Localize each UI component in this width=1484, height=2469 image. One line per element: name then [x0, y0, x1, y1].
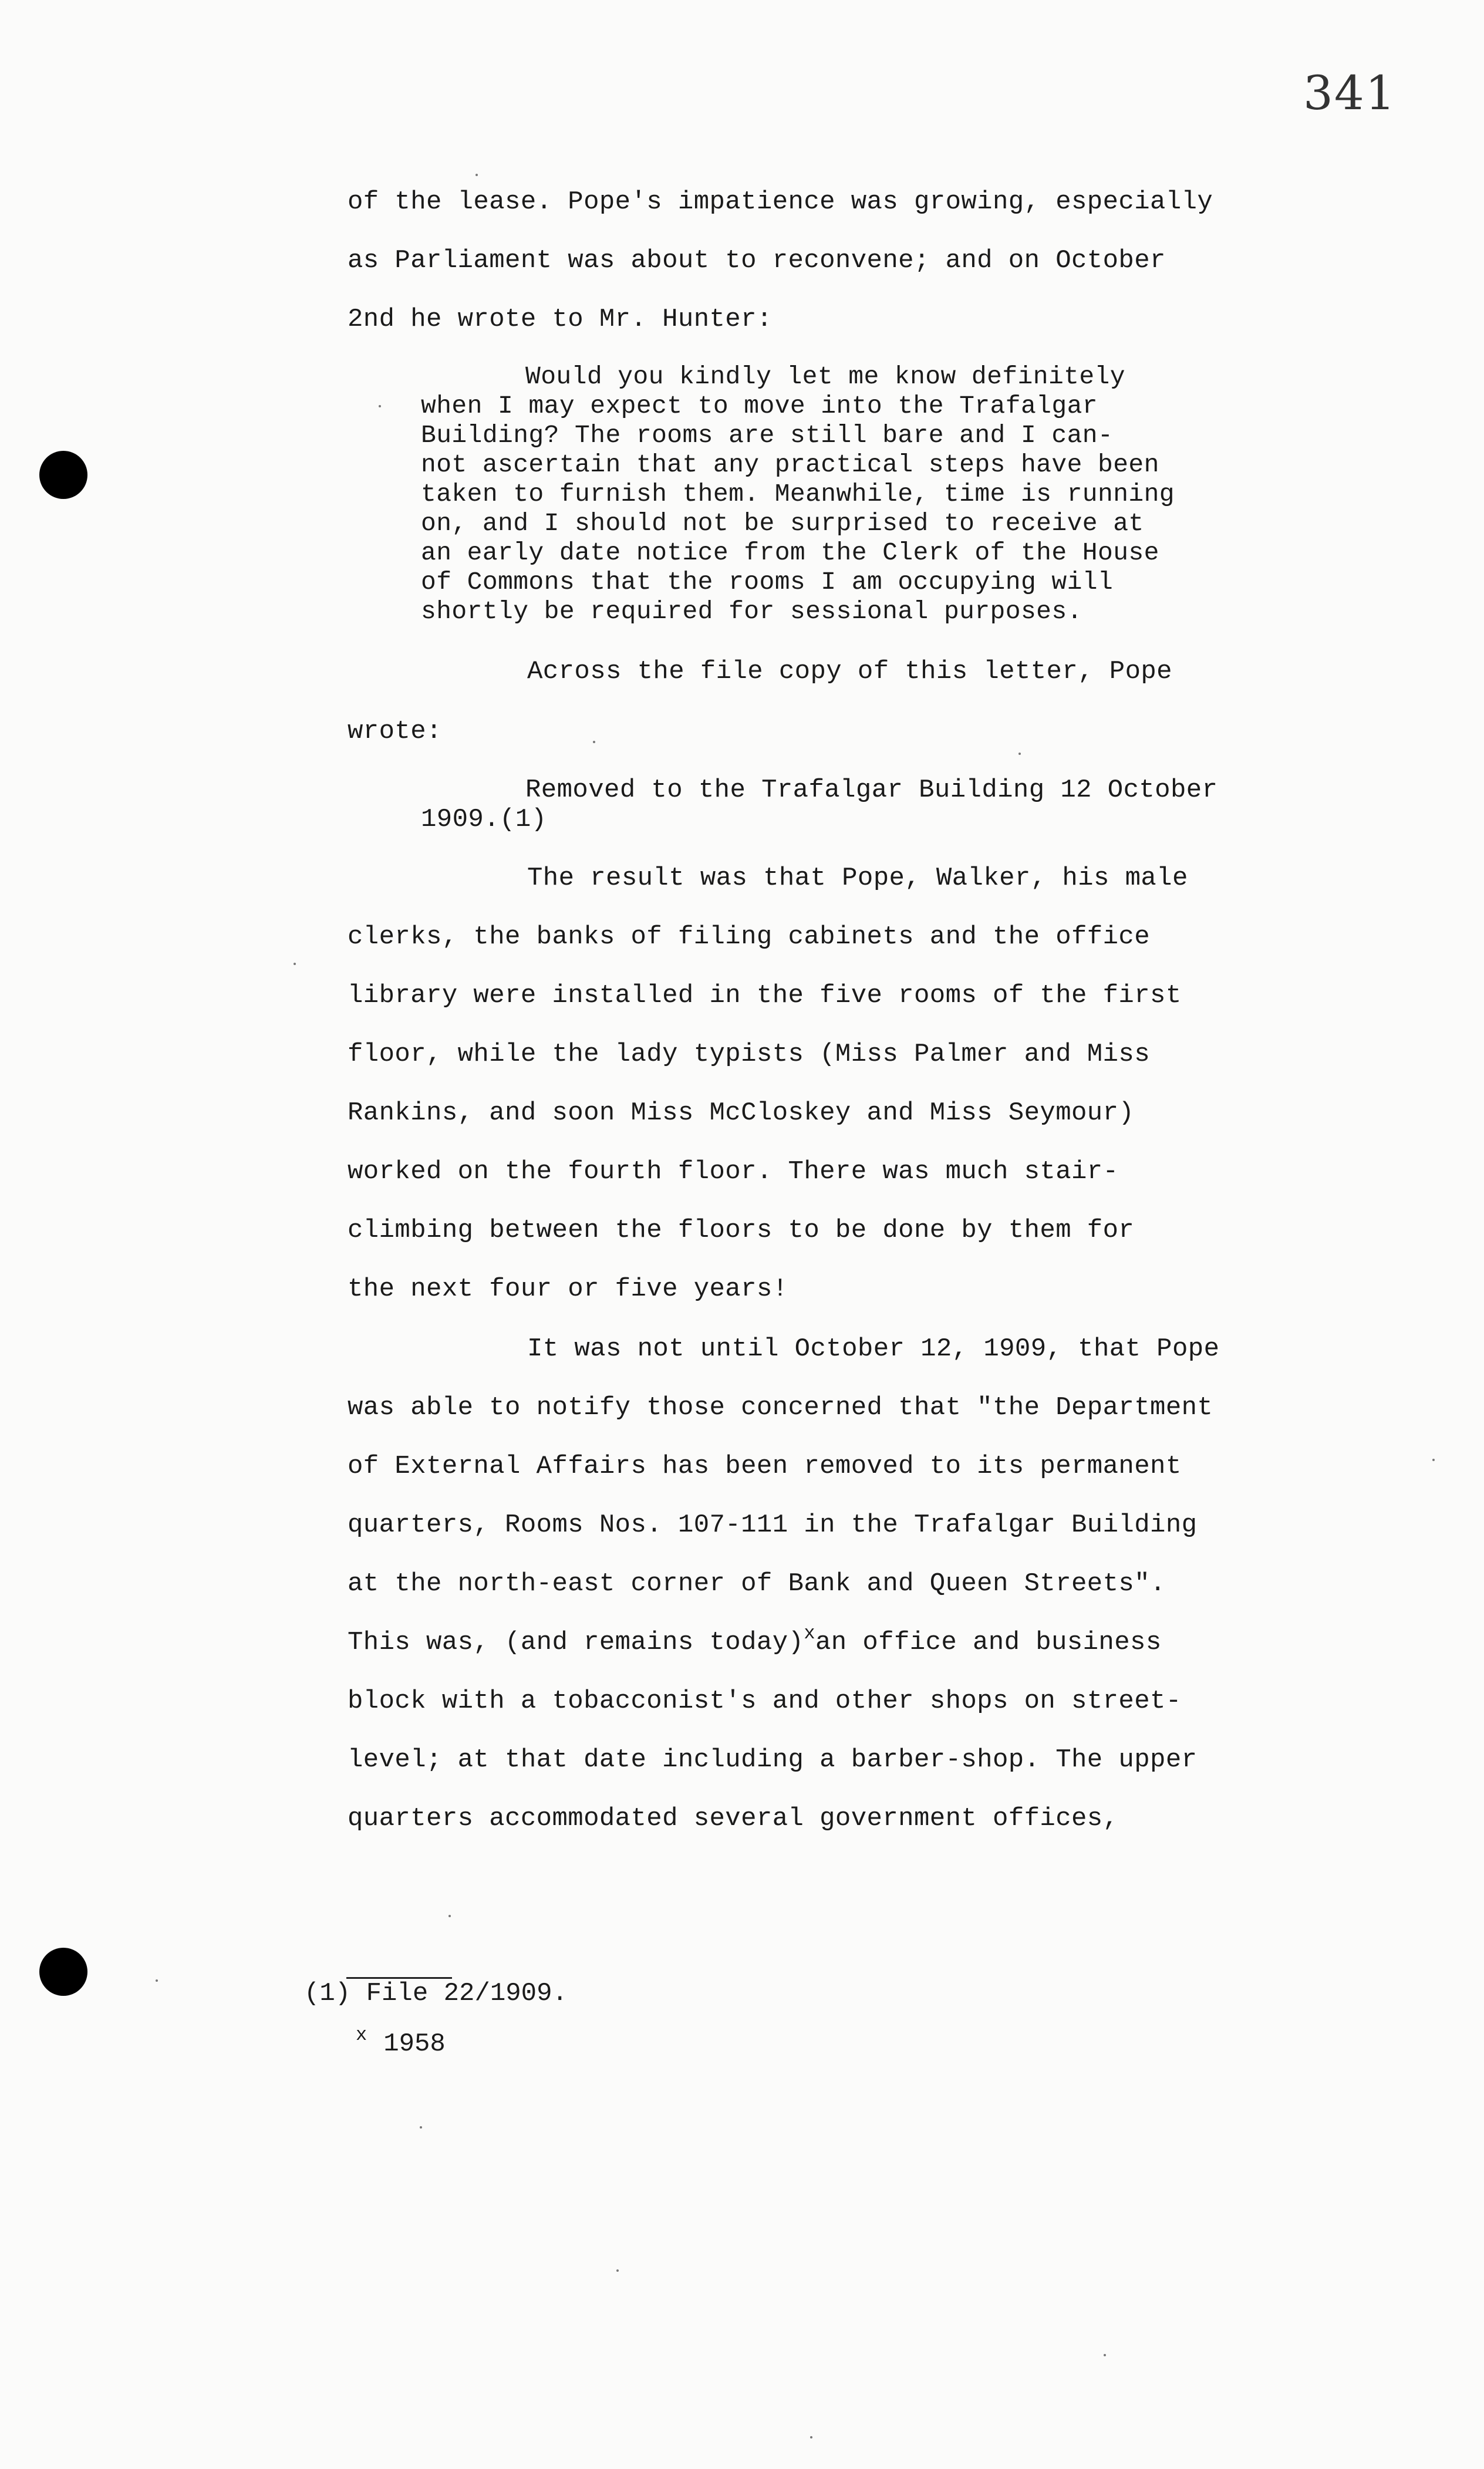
quote-1-line-2: when I may expect to move into the Trafalgar — [421, 392, 1098, 420]
paragraph-1-line-1: of the lease. Pope's impatience was growing, especially — [348, 187, 1213, 217]
paragraph-4-line-6-end: an office and business — [815, 1628, 1162, 1657]
quote-2-line-2 — [421, 804, 547, 835]
paragraph-4-line-8: level; at that date including a barber-shop. The upper — [348, 1745, 1198, 1775]
quote-1-line-8: of Commons that the rooms I am occupying will — [421, 568, 1114, 596]
paragraph-4-line-3: of External Affairs has been removed to its permanent — [348, 1452, 1182, 1481]
paragraph-4-line-9: quarters accommodated several government offices, — [348, 1804, 1119, 1833]
paragraph-3-line-2: clerks, the banks of filing cabinets and the office — [348, 922, 1151, 952]
scan-speck — [616, 2269, 619, 2272]
paragraph-3-line-1: The result was that Pope, Walker, his male — [527, 864, 1188, 893]
page-number: 341 — [1303, 66, 1397, 120]
scan-speck — [593, 741, 595, 743]
scan-speck — [1432, 1459, 1435, 1461]
scan-speck — [379, 405, 381, 407]
paragraph-3-line-7: climbing between the floors to be done by them for — [348, 1216, 1135, 1245]
paragraph-4-line-2: was able to notify those concerned that "the Department — [348, 1393, 1213, 1422]
paragraph-4-line-6-start: This was, (and remains today) — [348, 1628, 804, 1657]
footnote-ref-1: (1) — [500, 805, 547, 834]
quote-1-line-6: on, and I should not be surprised to receive at — [421, 509, 1144, 538]
quote-2-line-1: Removed to the Trafalgar Building 12 October — [525, 775, 1218, 805]
scan-speck — [1104, 2354, 1106, 2356]
quote-1-line-7: an early date notice from the Clerk of the House — [421, 538, 1159, 567]
paragraph-3-line-6: worked on the fourth floor. There was much stair- — [348, 1157, 1119, 1186]
scan-speck — [294, 963, 296, 965]
paragraph-1-line-3: 2nd he wrote to Mr. Hunter: — [348, 305, 773, 334]
footnote-2-mark: x — [356, 2024, 367, 2046]
footnote-1: (1) File 22/1909. — [304, 1979, 568, 2008]
paragraph-1-line-2: as Parliament was about to reconvene; and on October — [348, 246, 1166, 275]
scan-speck — [448, 1915, 451, 1917]
quote-1-line-4: not ascertain that any practical steps have been — [421, 450, 1159, 479]
scan-speck — [156, 1979, 158, 1982]
paragraph-4-line-6 — [348, 1623, 1162, 1660]
paragraph-3-line-4: floor, while the lady typists (Miss Palmer and Miss — [348, 1040, 1151, 1069]
quote-1-line-3: Building? The rooms are still bare and I can- — [421, 421, 1114, 450]
scan-speck — [420, 2126, 422, 2129]
punch-hole-top — [39, 451, 87, 499]
scan-speck — [810, 2436, 812, 2438]
paragraph-3-line-8: the next four or five years! — [348, 1274, 788, 1304]
quote-1-line-9: shortly be required for sessional purposes. — [421, 597, 1082, 626]
footnote-2 — [356, 2024, 446, 2061]
footnote-2-text: 1958 — [383, 2029, 446, 2059]
footnote-mark-x: x — [804, 1623, 815, 1644]
punch-hole-bottom — [39, 1948, 87, 1996]
paragraph-3-line-3: library were installed in the five rooms of the first — [348, 981, 1182, 1010]
paragraph-4-line-1: It was not until October 12, 1909, that Pope — [527, 1334, 1220, 1364]
quote-1-line-5: taken to furnish them. Meanwhile, time is running — [421, 480, 1175, 508]
scan-speck — [475, 174, 478, 176]
scan-speck — [1018, 753, 1021, 755]
paragraph-3-line-5: Rankins, and soon Miss McCloskey and Miss Seymour) — [348, 1098, 1135, 1128]
paragraph-4-line-7: block with a tobacconist's and other shops on street- — [348, 1687, 1182, 1716]
quote-1-line-1: Would you kindly let me know definitely — [525, 362, 1125, 391]
paragraph-2-line-1: Across the file copy of this letter, Pope — [527, 657, 1172, 686]
paragraph-4-line-4: quarters, Rooms Nos. 107-111 in the Trafalgar Building — [348, 1510, 1198, 1540]
paragraph-4-line-5: at the north-east corner of Bank and Queen Streets". — [348, 1569, 1166, 1598]
quote-2-date: 1909. — [421, 805, 500, 834]
paragraph-2-line-2: wrote: — [348, 717, 442, 746]
